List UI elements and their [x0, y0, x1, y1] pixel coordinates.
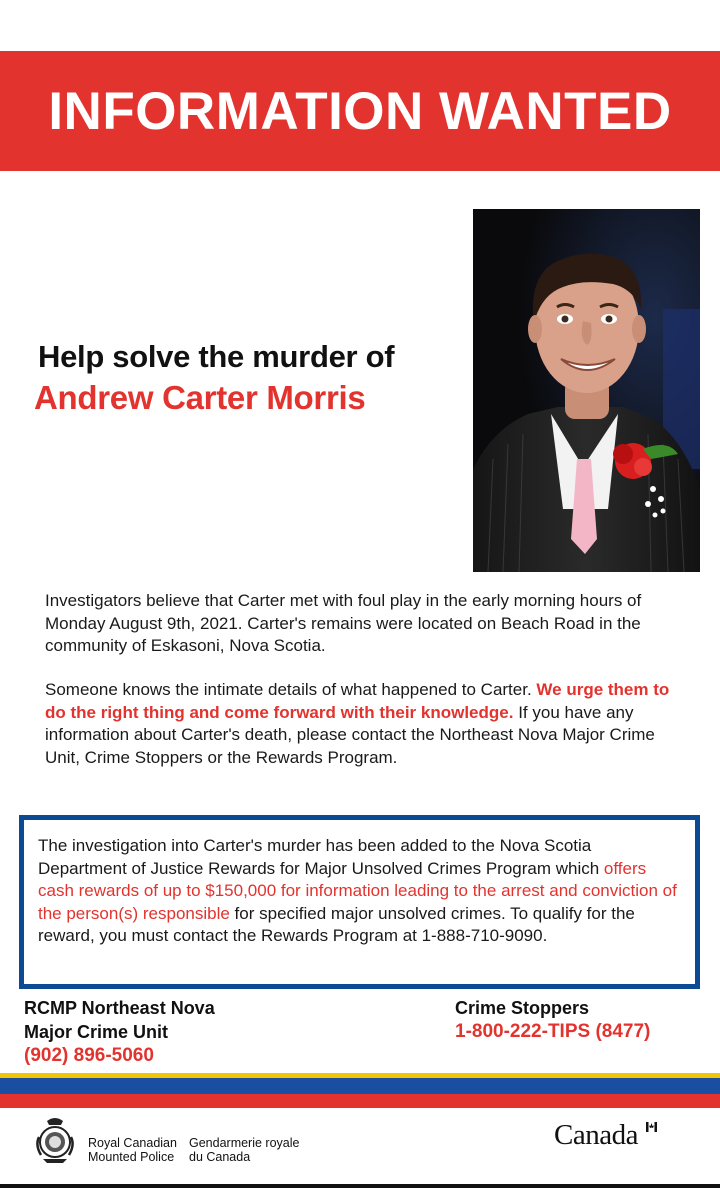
agency-en-line1: Royal Canadian — [88, 1136, 177, 1150]
crime-stoppers-contact — [455, 996, 650, 1044]
rcmp-contact — [24, 996, 215, 1068]
crime-stoppers-name: Crime Stoppers — [455, 998, 590, 1018]
headline — [34, 338, 468, 420]
reward-box — [19, 815, 700, 989]
appeal-paragraph — [45, 679, 685, 769]
canada-wordmark: Canada — [554, 1119, 638, 1151]
header-banner — [0, 51, 720, 171]
appeal-urge-text: We urge them to do the right thing and come forward with their knowledge. — [45, 680, 670, 722]
flag-icon — [646, 1119, 657, 1129]
reward-text-end: for specified major unsolved crimes. To qualify for the reward, you must contact the Rewards Program at 1-888-710-9090. — [38, 903, 635, 945]
appeal-text-end: If you have any information about Carter's death, please contact the Northeast Nova Major Crime Unit, Crime Stoppers or the Rewards Program. — [45, 702, 655, 767]
agency-en-line2: Mounted Police — [88, 1150, 175, 1164]
stripe-red — [0, 1094, 720, 1108]
rcmp-line2: Major Crime Unit — [24, 1022, 169, 1042]
appeal-text-start: Someone knows the intimate details of what happened to Carter. — [45, 680, 537, 699]
rcmp-phone[interactable]: (902) 896-5060 — [24, 1045, 154, 1066]
victim-photo — [473, 209, 700, 572]
reward-text-start: The investigation into Carter's murder has been added to the Nova Scotia Department of Justice Rewards for Major Unsolved Crimes Program which — [38, 836, 604, 878]
rcmp-crest-icon — [33, 1115, 77, 1165]
bottom-rule — [0, 1184, 720, 1188]
agency-fr-line2: du Canada — [189, 1150, 251, 1164]
reward-paragraph — [38, 835, 678, 948]
agency-name-english — [88, 1136, 177, 1164]
intro-paragraph: Investigators believe that Carter met with foul play in the early morning hours of Monday August 9th, 2021. Carter's remains were located on Beach Road in the community of Eskasoni, Nova Scotia. — [45, 591, 642, 655]
stripe-blue — [0, 1078, 720, 1094]
reward-highlight: offers cash rewards of up to $150,000 for information leading to the arrest and conviction of the person(s) responsible — [38, 858, 677, 923]
rcmp-line1: RCMP Northeast Nova — [24, 998, 215, 1018]
agency-fr-line1: Gendarmerie royale — [189, 1136, 300, 1150]
banner-title: INFORMATION WANTED — [48, 81, 672, 141]
victim-name: Andrew Carter Morris — [34, 379, 366, 416]
agency-name-french — [189, 1136, 299, 1164]
crime-stoppers-phone[interactable]: 1-800-222-TIPS (8477) — [455, 1021, 651, 1042]
headline-line1: Help solve the murder of — [38, 339, 395, 374]
